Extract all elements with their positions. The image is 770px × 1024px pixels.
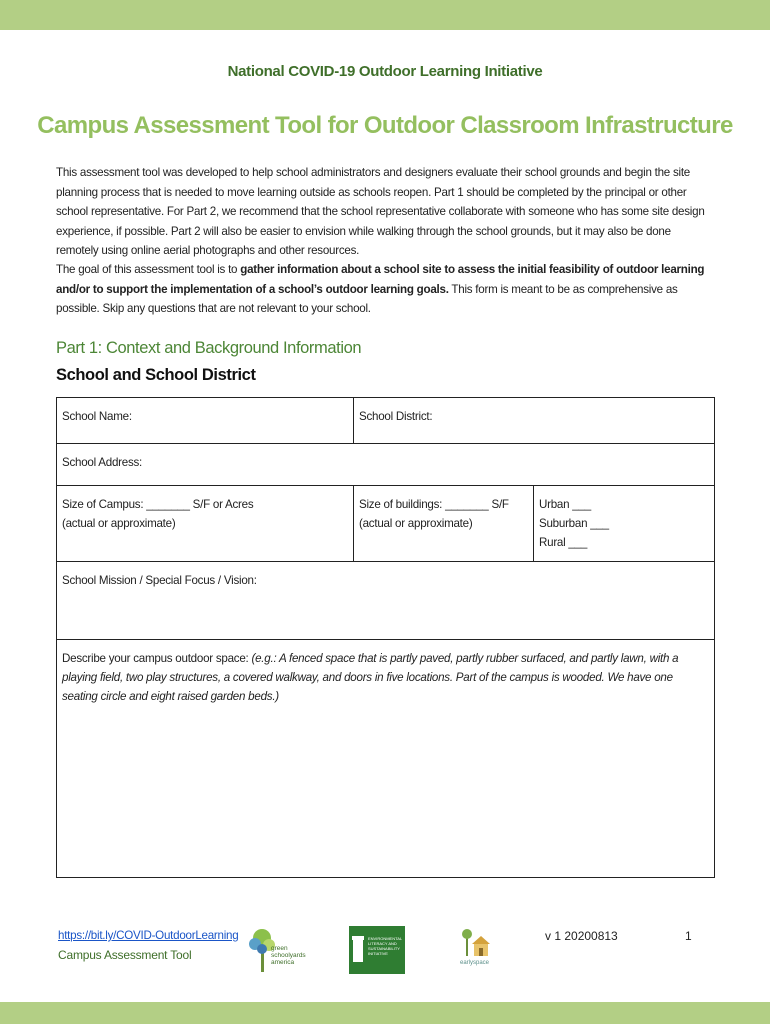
house-tree-icon — [460, 926, 492, 958]
campus-size-label: Size of Campus: _______ S/F or Acres — [62, 498, 254, 511]
logo1-text: green schoolyards america — [271, 945, 306, 966]
school-address-field[interactable] — [56, 443, 715, 486]
footer-doc-label: Campus Assessment Tool — [58, 948, 192, 962]
building-icon — [352, 934, 366, 964]
school-name-label: School Name: — [62, 410, 132, 423]
logo2-text: ENVIRONMENTAL LITERACY AND SUSTAINABILITY INITIATIVE — [368, 936, 403, 956]
campus-size-field[interactable] — [56, 485, 354, 562]
version-label: v 1 20200813 — [545, 929, 618, 943]
top-color-band — [0, 0, 770, 30]
page-number: 1 — [685, 929, 692, 943]
outdoor-space-description-field[interactable] — [56, 639, 715, 878]
school-district-field[interactable] — [353, 397, 715, 444]
logo3-text: earlyspace — [460, 960, 490, 966]
intro-paragraph: This assessment tool was developed to help school administrators and designers evaluate their school grounds and begin the site planning process that is needed to move learning outside as schools reopen. Part 1 should be completed by the principal or other school representative. For Part 2, we recommend that the school representative collaborate with someone who has some site design experience, if possible. Part 2 will also be easier to envision while walking through the school grounds, but it may also be done remotely using online aerial photographs and other resources. — [56, 166, 705, 257]
school-address-label: School Address: — [62, 456, 143, 469]
building-size-field[interactable] — [353, 485, 534, 562]
mission-field[interactable] — [56, 561, 715, 640]
school-district-label: School District: — [359, 410, 433, 423]
footer-link[interactable]: https://bit.ly/COVID-OutdoorLearning — [58, 929, 239, 942]
goal-text-bold: gather information about a school site to assess the initial feasibility of outdoor learning and/or to support the implementation of a school’s outdoor learning goals. — [56, 263, 705, 296]
earlyspace-logo — [460, 926, 496, 974]
urban-option[interactable]: Urban ___ — [539, 498, 591, 511]
building-size-label: Size of buildings: _______ S/F — [359, 498, 509, 511]
campus-size-note: (actual or approximate) — [62, 517, 176, 530]
suburban-option[interactable]: Suburban ___ — [539, 517, 609, 530]
describe-label: Describe your campus outdoor space: — [62, 652, 249, 665]
goal-paragraph — [56, 260, 716, 319]
page-title: Campus Assessment Tool for Outdoor Classroom Infrastructure — [37, 112, 733, 139]
school-name-field[interactable] — [56, 397, 354, 444]
goal-text-start: The goal of this assessment tool is to — [56, 263, 241, 276]
rural-option[interactable]: Rural ___ — [539, 536, 588, 549]
section-heading: School and School District — [56, 366, 256, 384]
setting-type-field[interactable] — [533, 485, 715, 562]
part1-heading: Part 1: Context and Background Information — [56, 339, 362, 357]
mission-label: School Mission / Special Focus / Vision: — [62, 574, 257, 587]
goal-text-end: This form is meant to be as comprehensive as possible. Skip any questions that are not relevant to your school. — [56, 282, 678, 315]
elsi-logo — [349, 926, 405, 974]
bottom-color-band — [0, 1002, 770, 1024]
building-size-note: (actual or approximate) — [359, 517, 473, 530]
green-schoolyards-logo — [248, 926, 308, 976]
organization-name: National COVID-19 Outdoor Learning Initiative — [227, 63, 543, 80]
describe-example: (e.g.: A fenced space that is partly paved, partly rubber surfaced, and partly lawn, with a playing field, two play structures, a covered walkway, and doors in five locations. Part of the campus is wooded. We have one seating circle and eight raised garden beds.) — [62, 652, 679, 703]
